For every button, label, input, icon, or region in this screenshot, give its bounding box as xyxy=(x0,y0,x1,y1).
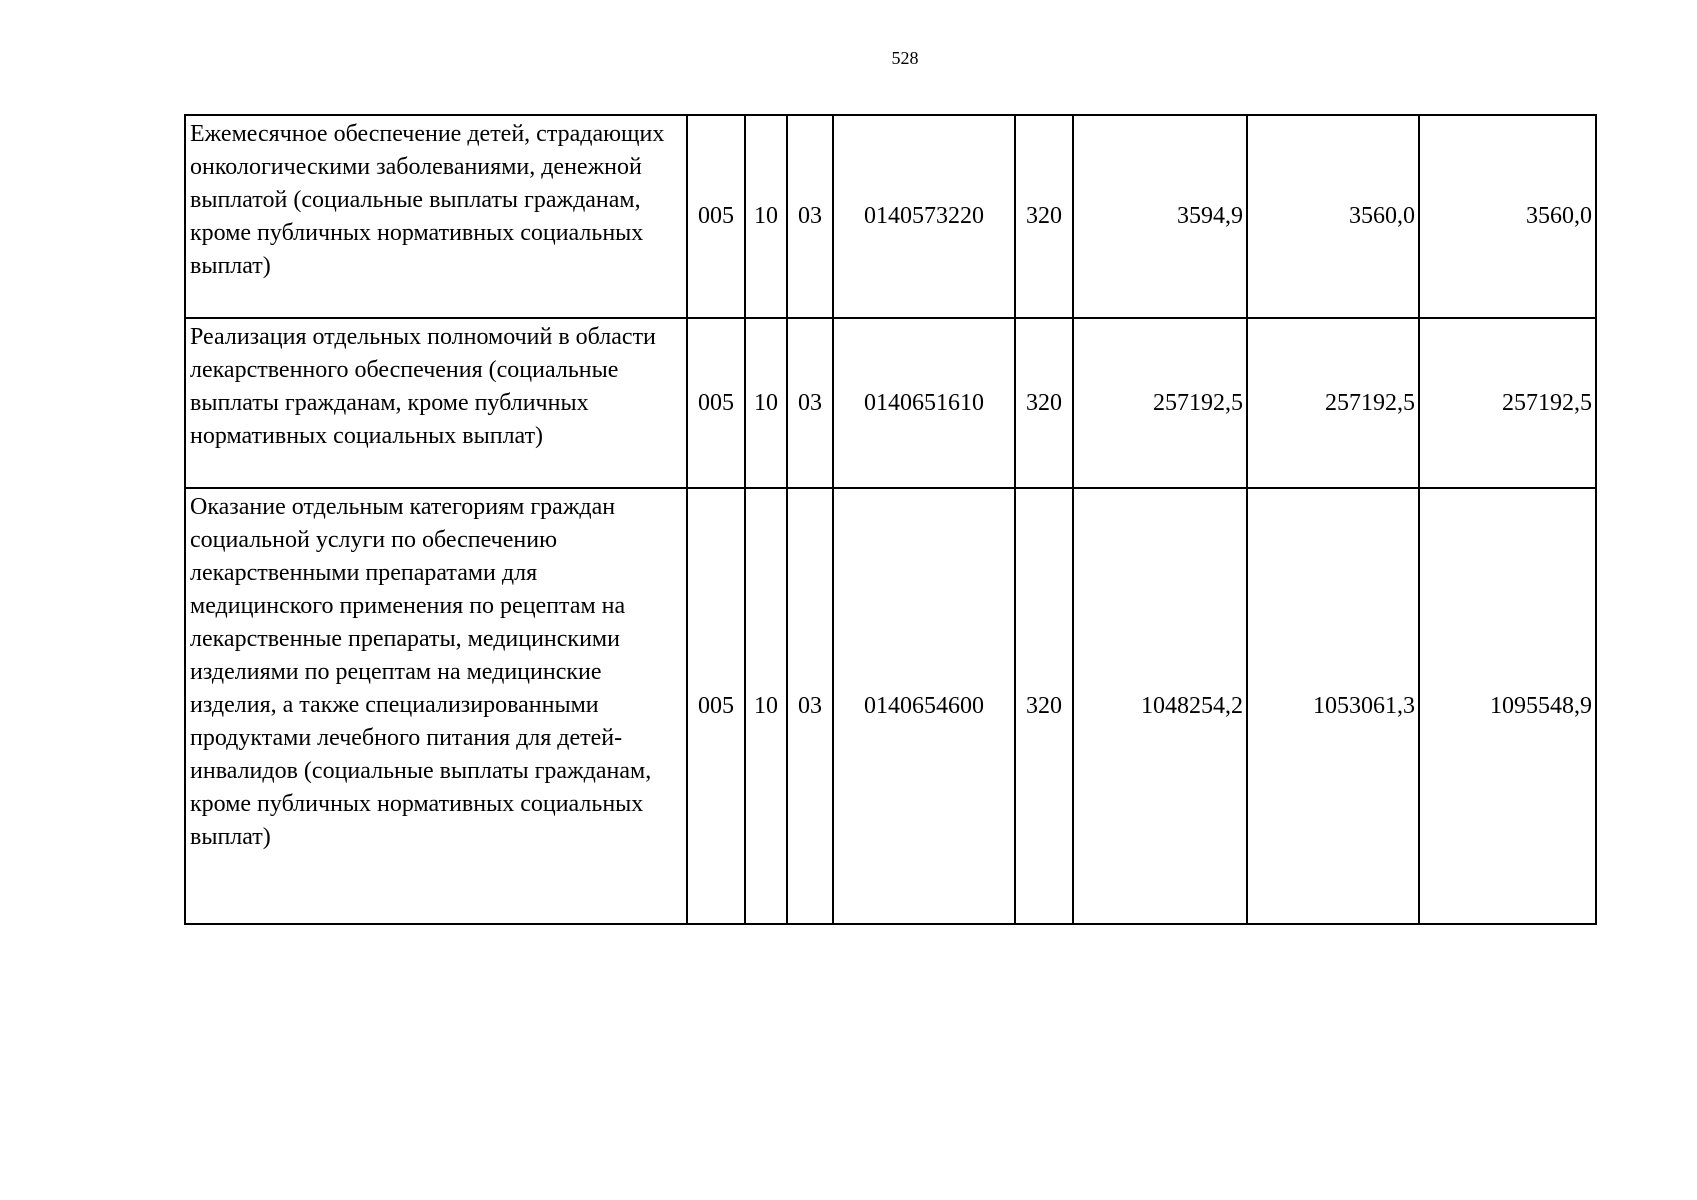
amount-1: 3594,9 xyxy=(1073,115,1247,318)
page-number: 528 xyxy=(891,48,919,68)
section-code: 10 xyxy=(745,488,787,924)
budget-table xyxy=(184,114,1597,925)
row-description: Реализация отдельных полномочий в области лекарственного обеспечения (социальные выплаты гражданам, кроме публичных нормативных социальных выплат) xyxy=(185,318,687,488)
target-article-code: 0140573220 xyxy=(833,115,1015,318)
subsection-code: 03 xyxy=(787,115,833,318)
amount-3: 257192,5 xyxy=(1419,318,1596,488)
target-article-code: 0140654600 xyxy=(833,488,1015,924)
amount-1: 1048254,2 xyxy=(1073,488,1247,924)
amount-3: 3560,0 xyxy=(1419,115,1596,318)
amount-2: 1053061,3 xyxy=(1247,488,1419,924)
expense-type-code: 320 xyxy=(1015,488,1073,924)
ministry-code: 005 xyxy=(687,318,745,488)
row-description: Оказание отдельным категориям граждан социальной услуги по обеспечению лекарственными препаратами для медицинского применения по рецептам на лекарственные препараты, медицинскими изделиями по рецептам на медицинские изделия, а также специализированными продуктами лечебного питания для детей-инвалидов (социальные выплаты гражданам, кроме публичных нормативных социальных выплат) xyxy=(185,488,687,924)
ministry-code: 005 xyxy=(687,488,745,924)
target-article-code: 0140651610 xyxy=(833,318,1015,488)
amount-2: 3560,0 xyxy=(1247,115,1419,318)
subsection-code: 03 xyxy=(787,318,833,488)
ministry-code: 005 xyxy=(687,115,745,318)
table-row xyxy=(185,115,1596,318)
table-row xyxy=(185,318,1596,488)
amount-2: 257192,5 xyxy=(1247,318,1419,488)
table-row xyxy=(185,488,1596,924)
subsection-code: 03 xyxy=(787,488,833,924)
expense-type-code: 320 xyxy=(1015,115,1073,318)
row-description: Ежемесячное обеспечение детей, страдающих онкологическими заболеваниями, денежной выплатой (социальные выплаты гражданам, кроме публичных нормативных социальных выплат) xyxy=(185,115,687,318)
section-code: 10 xyxy=(745,115,787,318)
section-code: 10 xyxy=(745,318,787,488)
amount-3: 1095548,9 xyxy=(1419,488,1596,924)
expense-type-code: 320 xyxy=(1015,318,1073,488)
amount-1: 257192,5 xyxy=(1073,318,1247,488)
